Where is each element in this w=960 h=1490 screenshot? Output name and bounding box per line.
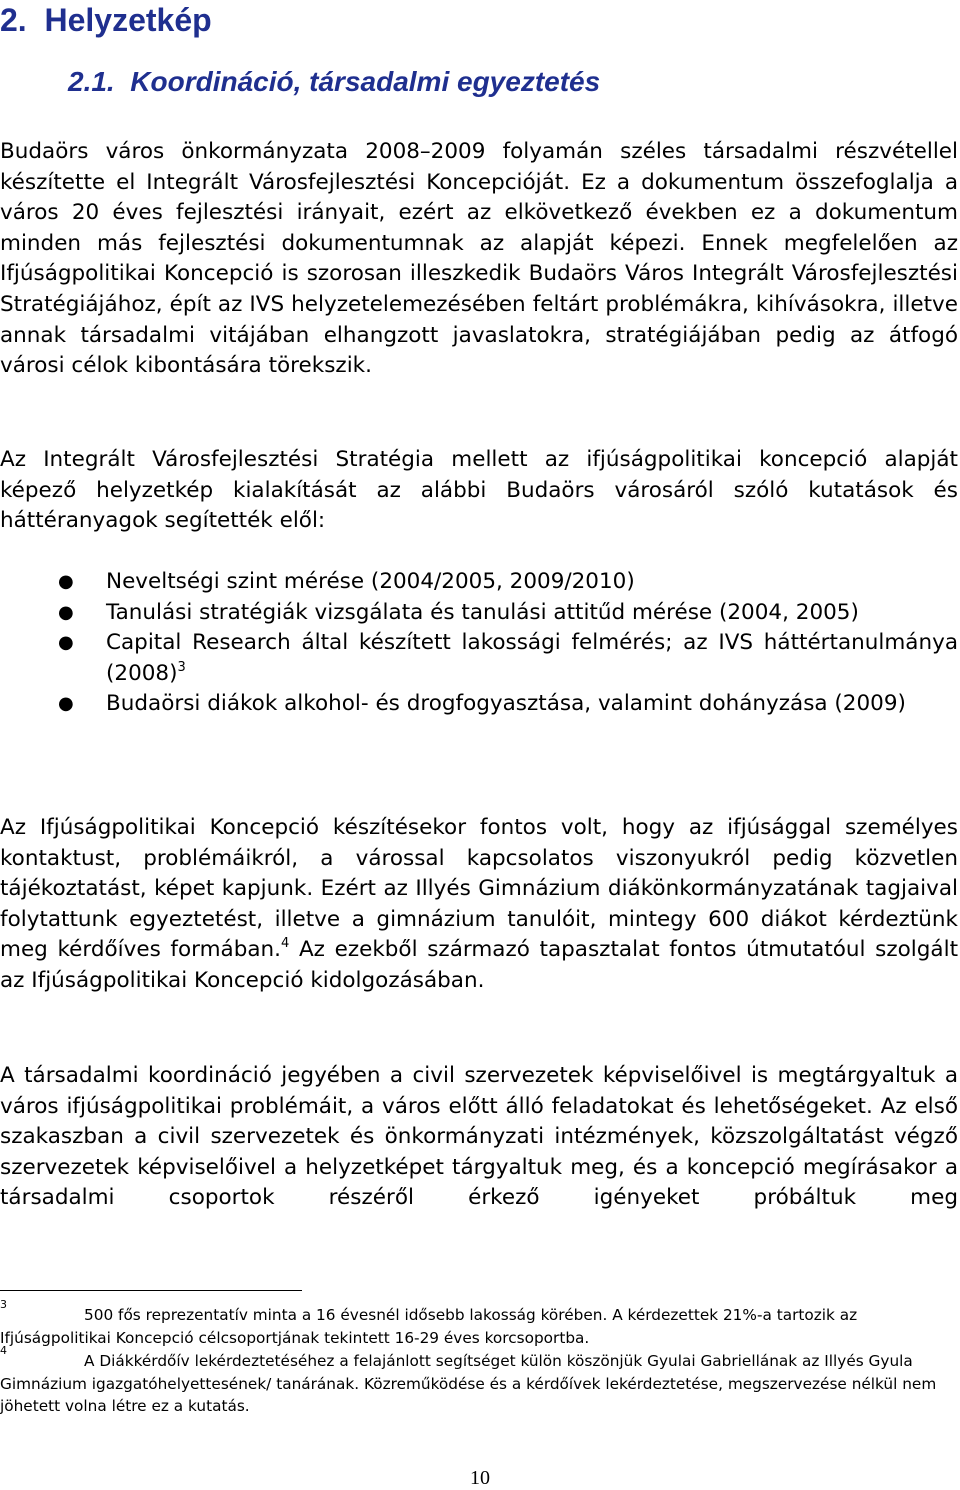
- footnote-3: [0, 1298, 958, 1349]
- section-heading: [0, 0, 212, 40]
- source-list: [0, 567, 958, 720]
- paragraph-1: Budaörs város önkormányzata 2008–2009 folyamán széles társadalmi részvétellel készítette el Integrált Városfejlesztési Koncepcióját. Ez a dokumentum összefoglalja a város 20 éves fejlesztési irányait, ezért az elkövetkező években ez a dokumentum minden más fejlesztési dokumentumnak az alapját képezi. Ennek megfelelően az Ifjúságpolitikai Koncepció is szorosan illeszkedik Budaörs Város Integrált Városfejlesztési Stratégiájához, épít az IVS helyzetelemezésében feltárt problémákra, kihívásokra, illetve annak társadalmi vitájában elhangzott javaslatokra, stratégiájában pedig az átfogó városi célok kibontására törekszik.: [0, 139, 958, 379]
- footnote-text: A Diákkérdőív lekérdeztetéséhez a felajánlott segítséget külön köszönjük Gyulai Gabriellának az Illyés Gyula Gimnázium igazgatóhelyettesének/ tanárának. Közreműködése és a kérdőívek lekérdeztetése, megszervezése nélkül nem jöhetett volna létre ez a kutatás.: [0, 1352, 937, 1416]
- list-item-text: Tanulási stratégiák vizsgálata és tanulási attitűd mérése (2004, 2005): [106, 599, 859, 625]
- subsection-heading-number: 2.1.: [68, 66, 115, 97]
- footnote-number: 4: [0, 1344, 7, 1357]
- footnote-reference[interactable]: 3: [177, 659, 186, 675]
- footnote-text: 500 fős reprezentatív minta a 16 évesnél idősebb lakosság körében. A kérdezettek 21%-a tartozik az Ifjúságpolitikai Koncepció célcsoportjának tekintett 16-29 éves korcsoportba.: [0, 1306, 858, 1347]
- list-item: [0, 628, 958, 689]
- section-heading-number: 2.: [0, 2, 27, 38]
- list-item-text: Neveltségi szint mérése (2004/2005, 2009/2010): [106, 569, 635, 594]
- list-item: [0, 567, 958, 598]
- list-item-text: Capital Research által készített lakossági felmérés; az IVS háttértanulmánya (2008): [106, 630, 958, 686]
- footnote-4: [0, 1344, 958, 1418]
- paragraph-4: A társadalmi koordináció jegyében a civil szervezetek képviselőivel is megtárgyaltuk a város ifjúságpolitikai problémáit, a város előtt álló feladatokat és lehetőségeket. Az első szakaszban a civil szervezetek és önkormányzati intézmények, közszolgáltatást végző szervezetek képviselőivel a helyzetképet tárgyaltuk meg, és a koncepció megírásakor a társadalmi csoportok részéről érkező igényeket próbáltuk meg: [0, 1063, 958, 1211]
- paragraph-3: [0, 813, 958, 997]
- footnote-reference[interactable]: 4: [281, 936, 290, 952]
- list-item: [0, 689, 958, 720]
- section-heading-title: Helyzetkép: [44, 2, 212, 38]
- subsection-heading: [68, 64, 600, 100]
- subsection-heading-title: Koordináció, társadalmi egyeztetés: [130, 66, 601, 97]
- bullet-icon: ●: [58, 693, 74, 715]
- bullet-icon: ●: [58, 601, 74, 623]
- footnote-separator: [0, 1290, 302, 1291]
- paragraph-3-text-b: Az ezekből származó tapasztalat fontos útmutatóul szolgált az Ifjúságpolitikai Koncepció kidolgozásában.: [0, 937, 959, 993]
- paragraph-3-text-a: Az Ifjúságpolitikai Koncepció készítésekor fontos volt, hogy az ifjúsággal személyes kontaktust, problémáikról, a várossal kapcsolatos viszonyukról pedig közvetlen tájékoztatást, képet kapjunk. Ezért az Illyés Gimnázium diákönkormányzatának tagjaival folytattunk egyeztetést, illetve a gimnázium tanulóit, mintegy 600 diákot kérdeztünk meg kérdőíves formában.: [0, 815, 958, 963]
- page-number: 10: [470, 1467, 490, 1489]
- bullet-icon: ●: [58, 571, 74, 592]
- bullet-icon: ●: [58, 632, 74, 654]
- list-item: [0, 598, 958, 629]
- list-item-text: Budaörsi diákok alkohol- és drogfogyasztása, valamint dohányzása (2009): [106, 691, 906, 717]
- footnote-number: 3: [0, 1298, 7, 1311]
- paragraph-2: Az Integrált Városfejlesztési Stratégia mellett az ifjúságpolitikai koncepció alapját képező helyzetkép kialakítását az alábbi Budaörs városáról szóló kutatások és háttéranyagok segítették elől:: [0, 447, 958, 534]
